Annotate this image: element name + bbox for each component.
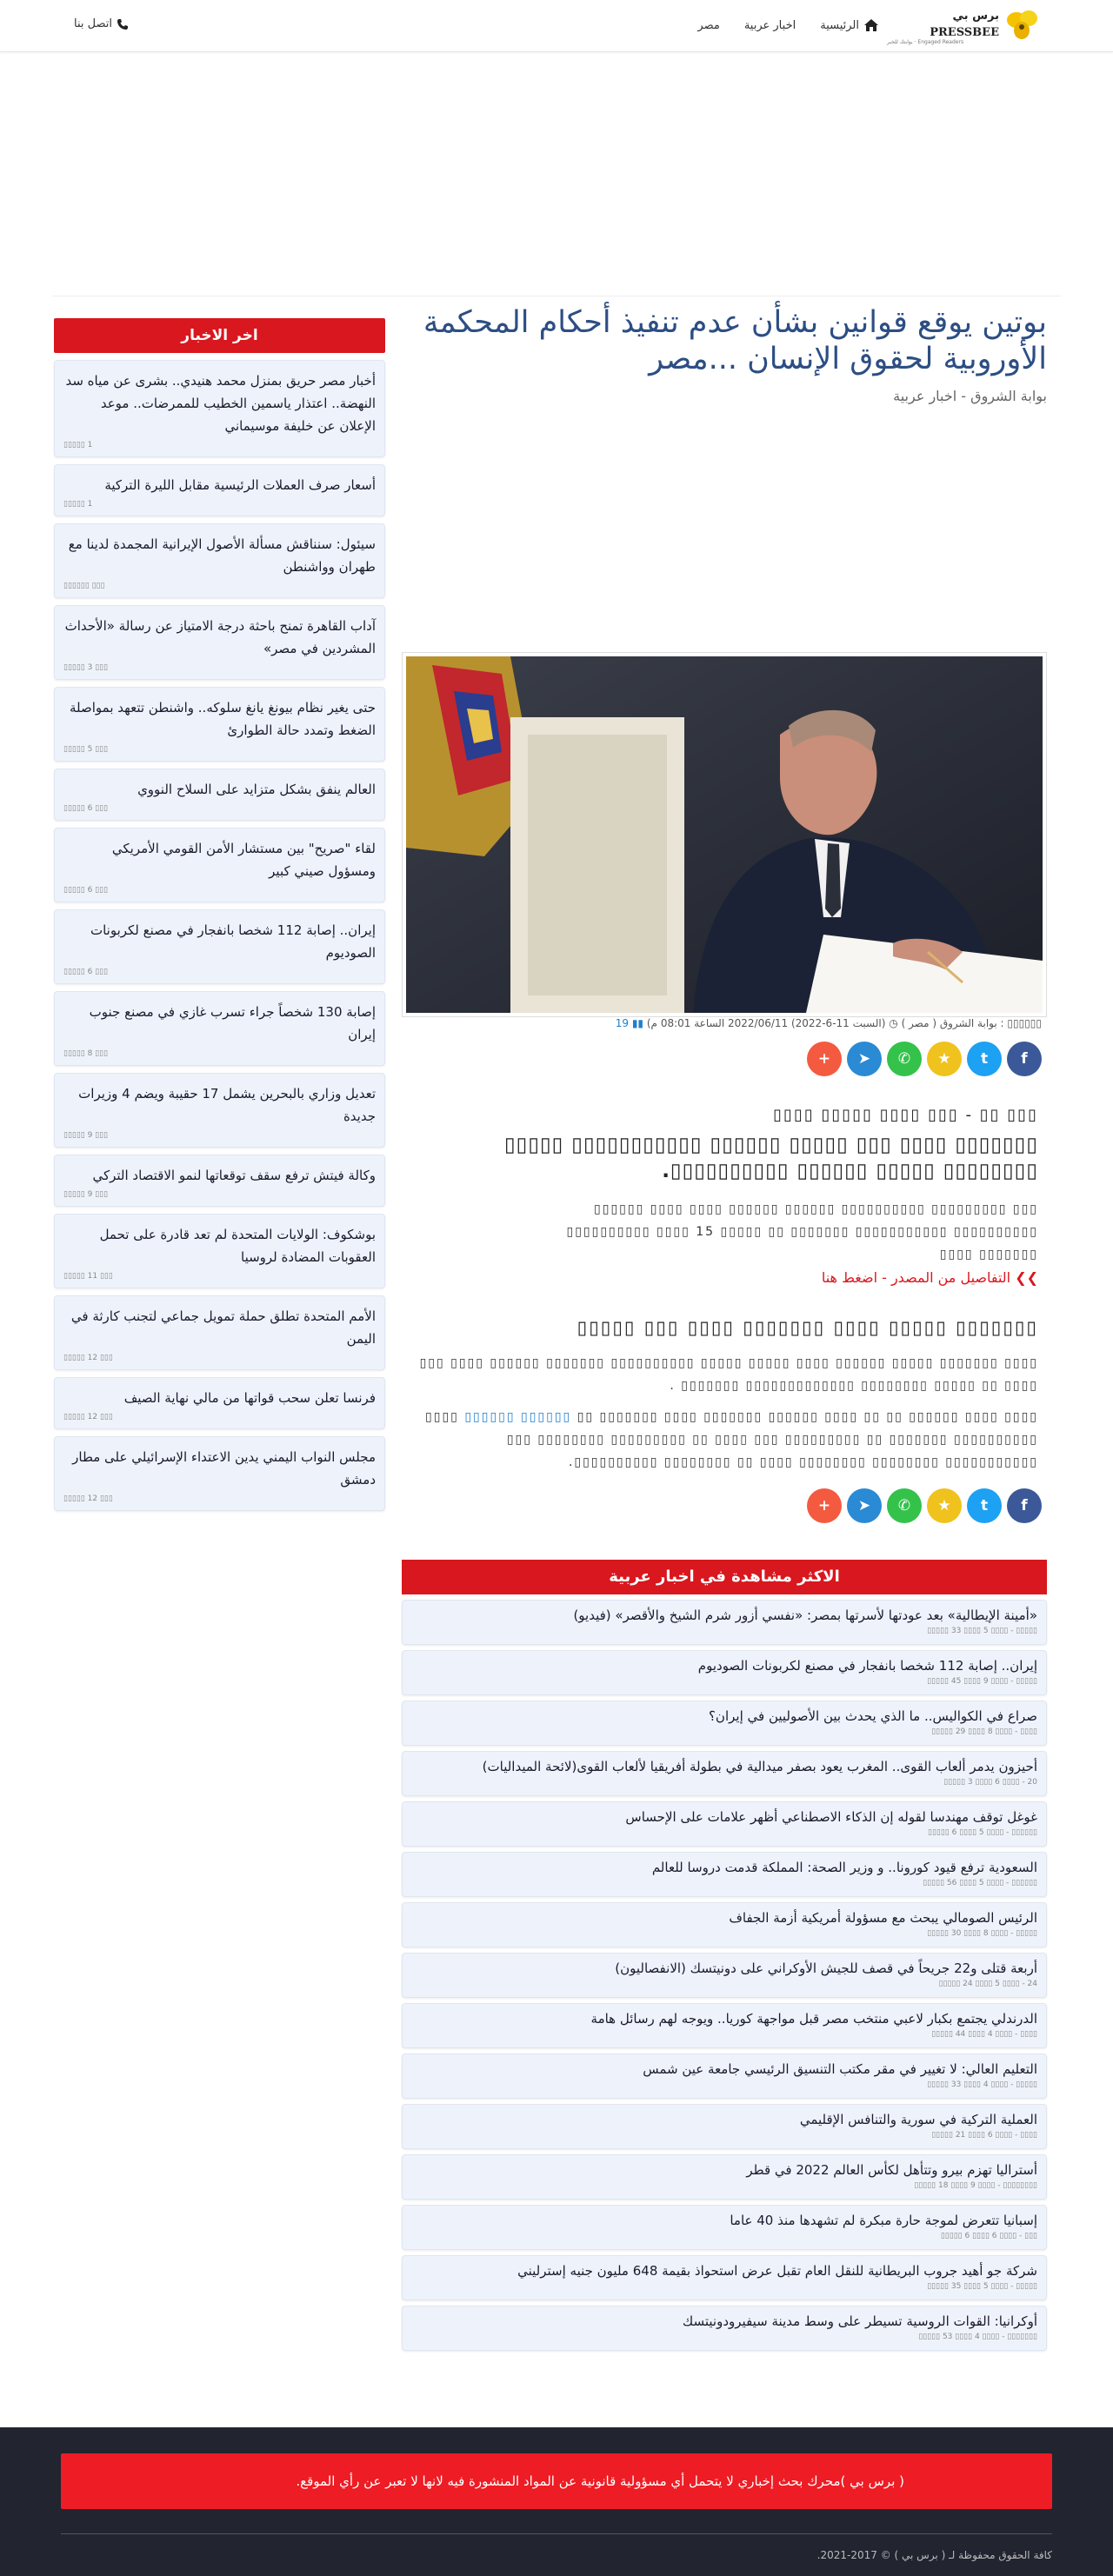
source-link[interactable]	[412, 1269, 1038, 1286]
sidebar-news-item[interactable]	[54, 523, 385, 598]
views-icon: ▮▮	[631, 1017, 644, 1029]
more-share-icon[interactable]: +	[807, 1042, 842, 1076]
phone-icon	[117, 19, 128, 30]
ad-space	[52, 52, 1061, 296]
most-viewed-item[interactable]	[402, 1902, 1047, 1947]
meta-source: ▯▯▯▯▯▯ : بوابة الشروق ( مصر )	[901, 1017, 1042, 1029]
mv-meta: ▯▯▯▯ - ▯▯▯▯ 8 ▯▯▯▯ 29 ▯▯▯▯▯	[931, 1727, 1037, 1736]
site-logo[interactable]	[887, 4, 1039, 46]
news-title: إصابة 130 شخصاً جراء تسرب غازي في مصنع جنوب إيران	[89, 1004, 376, 1042]
article-body	[412, 1104, 1038, 1474]
sidebar-news-item[interactable]	[54, 360, 385, 457]
bee-logo-icon	[1004, 8, 1039, 43]
sidebar-news-item[interactable]	[54, 1073, 385, 1148]
logo-tagline: Engaged Readers · بوابتك للخبر	[887, 38, 964, 45]
news-title: لقاء "صريح" بين مستشار الأمن القومي الأمريكي ومسؤول صيني كبير	[111, 841, 376, 879]
sidebar-news-item[interactable]	[54, 1295, 385, 1370]
main-nav	[697, 0, 878, 50]
more-share-icon[interactable]: +	[807, 1488, 842, 1523]
nav-arab-news[interactable]: اخبار عربية	[743, 18, 796, 32]
most-viewed-item[interactable]	[402, 1751, 1047, 1796]
news-meta: 1 ▯▯▯▯▯	[63, 441, 93, 449]
mv-meta: ▯▯▯▯ - ▯▯▯▯ 4 ▯▯▯▯ 44 ▯▯▯▯▯	[931, 2030, 1037, 2039]
home-icon	[864, 19, 878, 31]
sidebar-news-item[interactable]	[54, 991, 385, 1066]
double-chevron-icon: ❯❯	[1015, 1269, 1038, 1286]
mv-title: أوكرانيا: القوات الروسية تسيطر على وسط مدينة سيفيرودونيتسك	[682, 2313, 1037, 2329]
article-subhead: ▯▯▯▯▯▯▯ ▯▯▯▯▯ ▯▯▯▯ ▯▯▯▯▯▯▯ ▯▯▯▯ ▯▯▯ ▯▯▯▯▯	[576, 1317, 1038, 1338]
telegram-share-icon[interactable]: ➤	[847, 1042, 882, 1076]
footer-copyright: كافة الحقوق محفوظة لـ ( برس بي ) © 2017-2021.	[816, 2549, 1052, 2561]
nav-egypt[interactable]: مصر	[697, 18, 720, 32]
contact-label: اتصل بنا	[74, 17, 112, 30]
sidebar-news-item[interactable]	[54, 687, 385, 762]
sidebar-news-item[interactable]	[54, 1214, 385, 1288]
most-viewed-item[interactable]	[402, 2306, 1047, 2351]
nav-home-label: الرئيسية	[820, 18, 859, 32]
news-title: آداب القاهرة تمنح باحثة درجة الامتياز عن رسالة «الأحداث المشردين في مصر»	[64, 618, 376, 656]
twitter-share-icon[interactable]: t	[967, 1488, 1002, 1523]
mv-meta: ▯▯▯▯▯▯▯▯ - ▯▯▯▯ 9 ▯▯▯▯ 18 ▯▯▯▯▯	[914, 2181, 1037, 2190]
article-lead-small: ▯▯▯ ▯▯ - ▯▯▯ ▯▯▯▯ ▯▯▯▯▯ ▯▯▯▯	[773, 1106, 1038, 1124]
news-title: وكالة فيتش ترفع سقف توقعاتها لنمو الاقتصاد التركي	[92, 1168, 376, 1183]
sidebar-news-item[interactable]	[54, 828, 385, 902]
mv-title: السعودية ترفع قيود كورونا.. و وزير الصحة: المملكة قدمت دروسا للعالم	[651, 1860, 1037, 1875]
article-title: بوتين يوقع قوانين بشأن عدم تنفيذ أحكام المحكمة الأوروبية لحقوق الإنسان ...مصر	[423, 305, 1047, 376]
navbar	[0, 0, 1113, 52]
article-photo	[402, 652, 1047, 1017]
share-bar-top	[807, 1042, 1042, 1076]
article-para-2: ▯▯▯▯ ▯▯▯▯▯▯▯ ▯▯▯▯▯ ▯▯▯▯▯▯ ▯▯▯▯ ▯▯▯▯▯ ▯▯▯▯▯ ▯▯▯▯▯▯▯▯▯▯ ▯▯▯▯▯▯▯ ▯▯▯▯▯▯ ▯▯▯▯ ▯▯▯ ▯▯▯▯ ▯▯ ▯▯▯▯▯ ▯▯▯▯▯▯▯▯ ▯▯▯▯▯▯▯▯▯▯▯▯▯ ▯▯▯▯▯▯▯ .	[419, 1356, 1038, 1393]
mv-title: أحيزون يدمر ألعاب القوى.. المغرب يعود بصفر ميدالية في بطولة أفريقيا لألعاب القوى(لائحة الميداليات)	[482, 1759, 1037, 1774]
news-title: حتى يغير نظام بيونغ يانغ سلوكه.. واشنطن تتعهد بمواصلة الضغط وتمدد حالة الطوارئ	[70, 700, 376, 738]
most-viewed-item[interactable]	[402, 1650, 1047, 1695]
news-title: أخبار مصر حريق بمنزل محمد هنيدي.. بشرى عن مياه سد النهضة.. اعتذار ياسمين الخطيب للممرضات.. موعد الإعلان عن خليفة موسيماني	[65, 373, 376, 434]
news-title: الأمم المتحدة تطلق حملة تمويل جماعي لتجنب كارثة في اليمن	[70, 1308, 376, 1347]
article-source[interactable]: بوابة الشروق - اخبار عربية	[893, 388, 1047, 404]
sidebar-news-item[interactable]	[54, 1155, 385, 1207]
mv-meta: ▯▯▯▯▯▯ - ▯▯▯▯ 5 ▯▯▯▯ 56 ▯▯▯▯▯	[923, 1879, 1037, 1887]
mv-meta: ▯▯▯▯▯ - ▯▯▯▯ 5 ▯▯▯▯ 33 ▯▯▯▯▯	[927, 1627, 1037, 1635]
mv-meta: ▯▯▯▯▯▯ - ▯▯▯▯ 5 ▯▯▯▯ 6 ▯▯▯▯▯	[928, 1828, 1037, 1837]
mv-meta: ▯▯▯▯▯ - ▯▯▯▯ 9 ▯▯▯▯ 45 ▯▯▯▯▯	[927, 1677, 1037, 1686]
article-para-1: ▯▯▯ ▯▯▯▯▯▯▯▯▯ ▯▯▯▯▯▯▯▯▯▯ ▯▯▯▯▯▯ ▯▯▯▯▯▯ ▯▯▯▯ ▯▯▯▯ ▯▯▯▯▯▯ ▯▯▯▯▯▯▯▯▯▯ ▯▯▯▯▯▯▯▯▯▯▯ ▯▯▯▯▯▯▯ ▯▯ ▯▯▯▯▯ 15 ▯▯▯▯ ▯▯▯▯▯▯▯▯▯▯ ▯▯▯▯▯▯▯ ▯▯▯▯	[566, 1202, 1038, 1261]
facebook-share-icon[interactable]: f	[1007, 1488, 1042, 1523]
news-meta: ▯▯▯ 6 ▯▯▯▯▯	[63, 886, 109, 895]
news-title: العالم ينفق بشكل متزايد على السلاح النووي	[137, 782, 376, 797]
news-meta: ▯▯▯ 6 ▯▯▯▯▯	[63, 968, 109, 976]
mv-title: «أمينة الإيطالية» بعد عودتها لأسرتها بمصر: «نفسي أزور شرم الشيخ والأقصر» (فيديو)	[573, 1608, 1037, 1623]
clock-icon: ◷	[889, 1017, 898, 1029]
most-viewed-list	[402, 1600, 1047, 2356]
most-viewed-item[interactable]	[402, 2255, 1047, 2300]
article-lead-large: ▯▯▯▯▯▯▯ ▯▯▯▯ ▯▯▯ ▯▯▯▯▯ ▯▯▯▯▯▯ ▯▯▯▯▯▯▯▯▯▯▯ ▯▯▯▯▯ ▯▯▯▯▯▯▯▯ ▯▯▯▯▯ ▯▯▯▯▯▯ ▯▯▯▯▯▯▯▯▯▯.	[504, 1134, 1038, 1182]
news-title: مجلس النواب اليمني يدين الاعتداء الإسرائيلي على مطار دمشق	[72, 1449, 376, 1488]
facebook-share-icon[interactable]: f	[1007, 1042, 1042, 1076]
mv-meta: ▯▯▯ - ▯▯▯▯ 6 ▯▯▯▯ 6 ▯▯▯▯▯	[940, 2232, 1037, 2240]
mv-meta: ▯▯▯▯▯ - ▯▯▯▯ 5 ▯▯▯▯ 35 ▯▯▯▯▯	[927, 2282, 1037, 2291]
favorite-star-icon[interactable]: ★	[927, 1488, 962, 1523]
most-viewed-item[interactable]	[402, 1852, 1047, 1897]
meta-views: 19	[615, 1017, 629, 1029]
mv-meta: 20 - ▯▯▯▯ 6 ▯▯▯▯ 3 ▯▯▯▯▯	[943, 1778, 1037, 1787]
news-meta: ▯▯▯ 3 ▯▯▯▯▯	[63, 663, 109, 672]
mv-title: شركة جو أهيد جروب البريطانية للنقل العام تقبل عرض استحواذ بقيمة 648 مليون جنيه إسترليني	[517, 2263, 1037, 2279]
most-viewed-item[interactable]	[402, 2104, 1047, 2149]
mv-title: الرئيس الصومالي يبحث مع مسؤولة أمريكية أزمة الجفاف	[729, 1910, 1037, 1926]
footer-divider	[61, 2533, 1052, 2534]
favorite-star-icon[interactable]: ★	[927, 1042, 962, 1076]
latest-news-sidebar	[54, 318, 385, 1511]
news-meta: ▯▯▯ 6 ▯▯▯▯▯	[63, 804, 109, 813]
news-meta: ▯▯▯ 5 ▯▯▯▯▯	[63, 745, 109, 754]
footer	[0, 2427, 1113, 2576]
article-meta	[616, 1017, 1042, 1029]
inline-link[interactable]: ▯▯▯▯▯▯ ▯▯▯▯▯▯	[464, 1410, 572, 1424]
source-link-label: التفاصيل من المصدر - اضغط هنا	[821, 1269, 1011, 1286]
logo-english: PRESSBEE	[930, 25, 999, 39]
mv-meta: 24 - ▯▯▯▯ 5 ▯▯▯▯ 24 ▯▯▯▯▯	[938, 1980, 1037, 1988]
news-meta: ▯▯▯ 12 ▯▯▯▯▯	[63, 1494, 113, 1503]
share-bar-bottom	[807, 1488, 1042, 1523]
mv-title: صراع في الكواليس.. ما الذي يحدث بين الأصوليين في إيران؟	[708, 1708, 1037, 1724]
whatsapp-share-icon[interactable]: ✆	[887, 1488, 922, 1523]
sidebar-news-item[interactable]	[54, 464, 385, 516]
sidebar-news-item[interactable]	[54, 909, 385, 984]
news-meta: ▯▯▯ 11 ▯▯▯▯▯	[63, 1272, 113, 1281]
article-main	[402, 304, 1047, 2341]
whatsapp-share-icon[interactable]: ✆	[887, 1042, 922, 1076]
news-meta: ▯▯▯ 12 ▯▯▯▯▯	[63, 1354, 113, 1362]
mv-meta: ▯▯▯▯▯ - ▯▯▯▯ 4 ▯▯▯▯ 33 ▯▯▯▯▯	[927, 2080, 1037, 2089]
most-viewed-item[interactable]	[402, 2205, 1047, 2250]
news-title: إيران.. إصابة 112 شخصا بانفجار في مصنع لكربونات الصوديوم	[90, 922, 376, 961]
mv-meta: ▯▯▯▯▯▯▯ - ▯▯▯▯ 4 ▯▯▯▯ 53 ▯▯▯▯▯	[918, 2333, 1037, 2341]
most-viewed-title: الاكثر مشاهدة في اخبار عربية	[402, 1560, 1047, 1594]
news-title: تعديل وزاري بالبحرين يشمل 17 حقيبة ويضم 4 وزيرات جديدة	[78, 1086, 376, 1124]
sidebar-news-item[interactable]	[54, 605, 385, 680]
nav-home[interactable]	[820, 19, 878, 32]
telegram-share-icon[interactable]: ➤	[847, 1488, 882, 1523]
most-viewed-item[interactable]	[402, 2154, 1047, 2200]
most-viewed-item[interactable]	[402, 1953, 1047, 1998]
mv-title: إيران.. إصابة 112 شخصا بانفجار في مصنع لكربونات الصوديوم	[697, 1658, 1037, 1674]
news-meta: ▯▯▯ 9 ▯▯▯▯▯	[63, 1131, 109, 1140]
meta-date: (السبت 11-6-2022) 2022/06/11 الساعة 08:01 م)	[646, 1017, 886, 1029]
footer-disclaimer: ( برس بي )محرك بحث إخباري لا يتحمل أي مسؤولية قانونية عن المواد المنشورة فيه لانها لا تعبر عن رأي الموقع.	[61, 2453, 1052, 2509]
news-title: أسعار صرف العملات الرئيسية مقابل الليرة التركية	[104, 477, 376, 493]
mv-title: غوغل توقف مهندسا لقوله إن الذكاء الاصطناعي أظهر علامات على الإحساس	[625, 1809, 1037, 1825]
mv-title: الدرندلي يجتمع بكبار لاعبي منتخب مصر قبل مواجهة كوريا.. ويوجه لهم رسائل هامة	[590, 2011, 1037, 2027]
most-viewed-item[interactable]	[402, 2003, 1047, 2048]
para3-start: ▯▯▯▯ ▯▯▯▯ ▯▯▯▯▯▯ ▯▯ ▯▯ ▯▯▯▯ ▯▯▯▯▯▯ ▯▯▯▯▯▯▯ ▯▯▯▯ ▯▯▯▯▯▯▯ ▯▯	[576, 1410, 1038, 1424]
contact-link[interactable]	[74, 17, 128, 30]
mv-title: أستراليا تهزم بيرو وتتأهل لكأس العالم 2022 في قطر	[746, 2162, 1037, 2178]
para3-end: ▯▯▯▯ ▯▯▯▯▯▯▯▯▯▯ ▯▯▯▯▯▯▯ ▯▯ ▯▯▯▯▯▯▯▯▯ ▯▯▯ ▯▯▯▯ ▯▯ ▯▯▯▯▯▯▯▯▯ ▯▯▯▯▯▯▯▯ ▯▯▯ ▯▯▯▯▯▯▯▯▯▯▯ ▯▯▯▯▯▯▯▯ ▯▯▯▯▯▯▯▯ ▯▯▯▯ ▯▯ ▯▯▯▯▯▯▯▯ ▯▯▯▯▯▯▯▯▯▯.	[425, 1410, 1038, 1469]
news-title: بوشكوف: الولايات المتحدة لم تعد قادرة على تحمل العقوبات المضادة لروسيا	[99, 1227, 376, 1265]
sidebar-news-item[interactable]	[54, 769, 385, 821]
sidebar-title: اخر الاخبار	[54, 318, 385, 353]
logo-arabic: برس بي	[952, 9, 999, 23]
mv-title: العملية التركية في سورية والتنافس الإقليمي	[799, 2112, 1037, 2127]
news-meta: ▯▯▯ 8 ▯▯▯▯▯	[63, 1049, 109, 1058]
putin-signing-photo	[406, 656, 1043, 1013]
most-viewed-item[interactable]	[402, 2053, 1047, 2099]
news-meta: ▯▯▯ ▯▯▯▯▯▯	[63, 582, 105, 590]
mv-title: إسبانيا تتعرض لموجة حارة مبكرة لم تشهدها منذ 40 عاما	[730, 2213, 1037, 2228]
mv-meta: ▯▯▯▯ - ▯▯▯▯ 6 ▯▯▯▯ 21 ▯▯▯▯▯	[931, 2131, 1037, 2140]
mv-meta: ▯▯▯▯▯ - ▯▯▯▯ 8 ▯▯▯▯ 30 ▯▯▯▯▯	[927, 1929, 1037, 1938]
twitter-share-icon[interactable]: t	[967, 1042, 1002, 1076]
mv-title: أربعة قتلى و22 جريحاً في قصف للجيش الأوكراني على دونيتسك (الانفصاليون)	[615, 1960, 1037, 1976]
news-title: فرنسا تعلن سحب قواتها من مالي نهاية الصيف	[123, 1390, 376, 1406]
news-meta: 1 ▯▯▯▯▯	[63, 500, 93, 509]
news-meta: ▯▯▯ 12 ▯▯▯▯▯	[63, 1413, 113, 1421]
mv-title: التعليم العالي: لا تغيير في مقر مكتب التنسيق الرئيسي جامعة عين شمس	[643, 2061, 1037, 2077]
most-viewed-item[interactable]	[402, 1701, 1047, 1746]
article-para-3	[412, 1406, 1038, 1474]
news-title: سيئول: سنناقش مسألة الأصول الإيرانية المجمدة لدينا مع طهران وواشنطن	[68, 536, 376, 575]
most-viewed-item[interactable]	[402, 1801, 1047, 1847]
news-meta: ▯▯▯ 9 ▯▯▯▯▯	[63, 1190, 109, 1199]
sidebar-news-item[interactable]	[54, 1436, 385, 1511]
most-viewed-item[interactable]	[402, 1600, 1047, 1645]
sidebar-news-item[interactable]	[54, 1377, 385, 1429]
